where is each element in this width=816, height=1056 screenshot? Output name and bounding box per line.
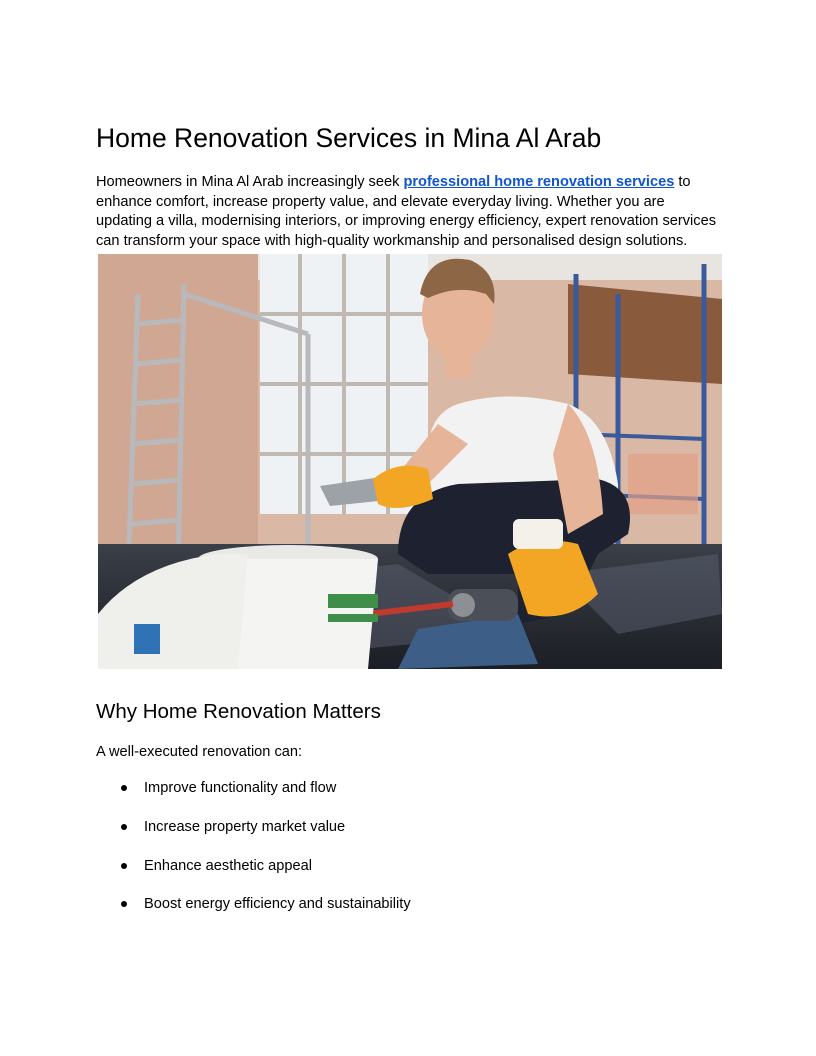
bullet-icon	[121, 863, 127, 869]
section-heading: Why Home Renovation Matters	[96, 700, 381, 723]
list-item-text: Boost energy efficiency and sustainability	[144, 896, 411, 913]
list-item	[96, 856, 411, 876]
intro-text-after-link: to enhance comfort, increase property value, and elevate everyday living. Whether you are updating a villa, modernising interiors, or improving energy efficiency, expert renovation services can transform your space with high-quality workmanship and personalised design solutions.	[96, 174, 716, 249]
list-item-text: Increase property market value	[144, 818, 346, 835]
intro-paragraph	[96, 173, 724, 251]
list-item	[96, 894, 411, 914]
list-intro-text: A well-executed renovation can:	[96, 744, 303, 760]
photo-bag-label	[134, 624, 160, 654]
list-item-text: Enhance aesthetic appeal	[144, 857, 312, 874]
list-item-text: Improve functionality and flow	[144, 780, 337, 796]
bullet-icon	[121, 901, 127, 907]
intro-text-before-link: Homeowners in Mina Al Arab increasingly seek	[96, 174, 404, 190]
bullet-icon	[121, 785, 127, 791]
benefits-list	[96, 778, 411, 933]
renovation-worker-photo	[98, 254, 722, 669]
renovation-services-link[interactable]: professional home renovation services	[403, 174, 675, 190]
page-title: Home Renovation Services in Mina Al Arab	[96, 123, 602, 153]
bullet-icon	[121, 824, 127, 830]
list-item	[96, 778, 411, 798]
list-item	[96, 817, 411, 837]
